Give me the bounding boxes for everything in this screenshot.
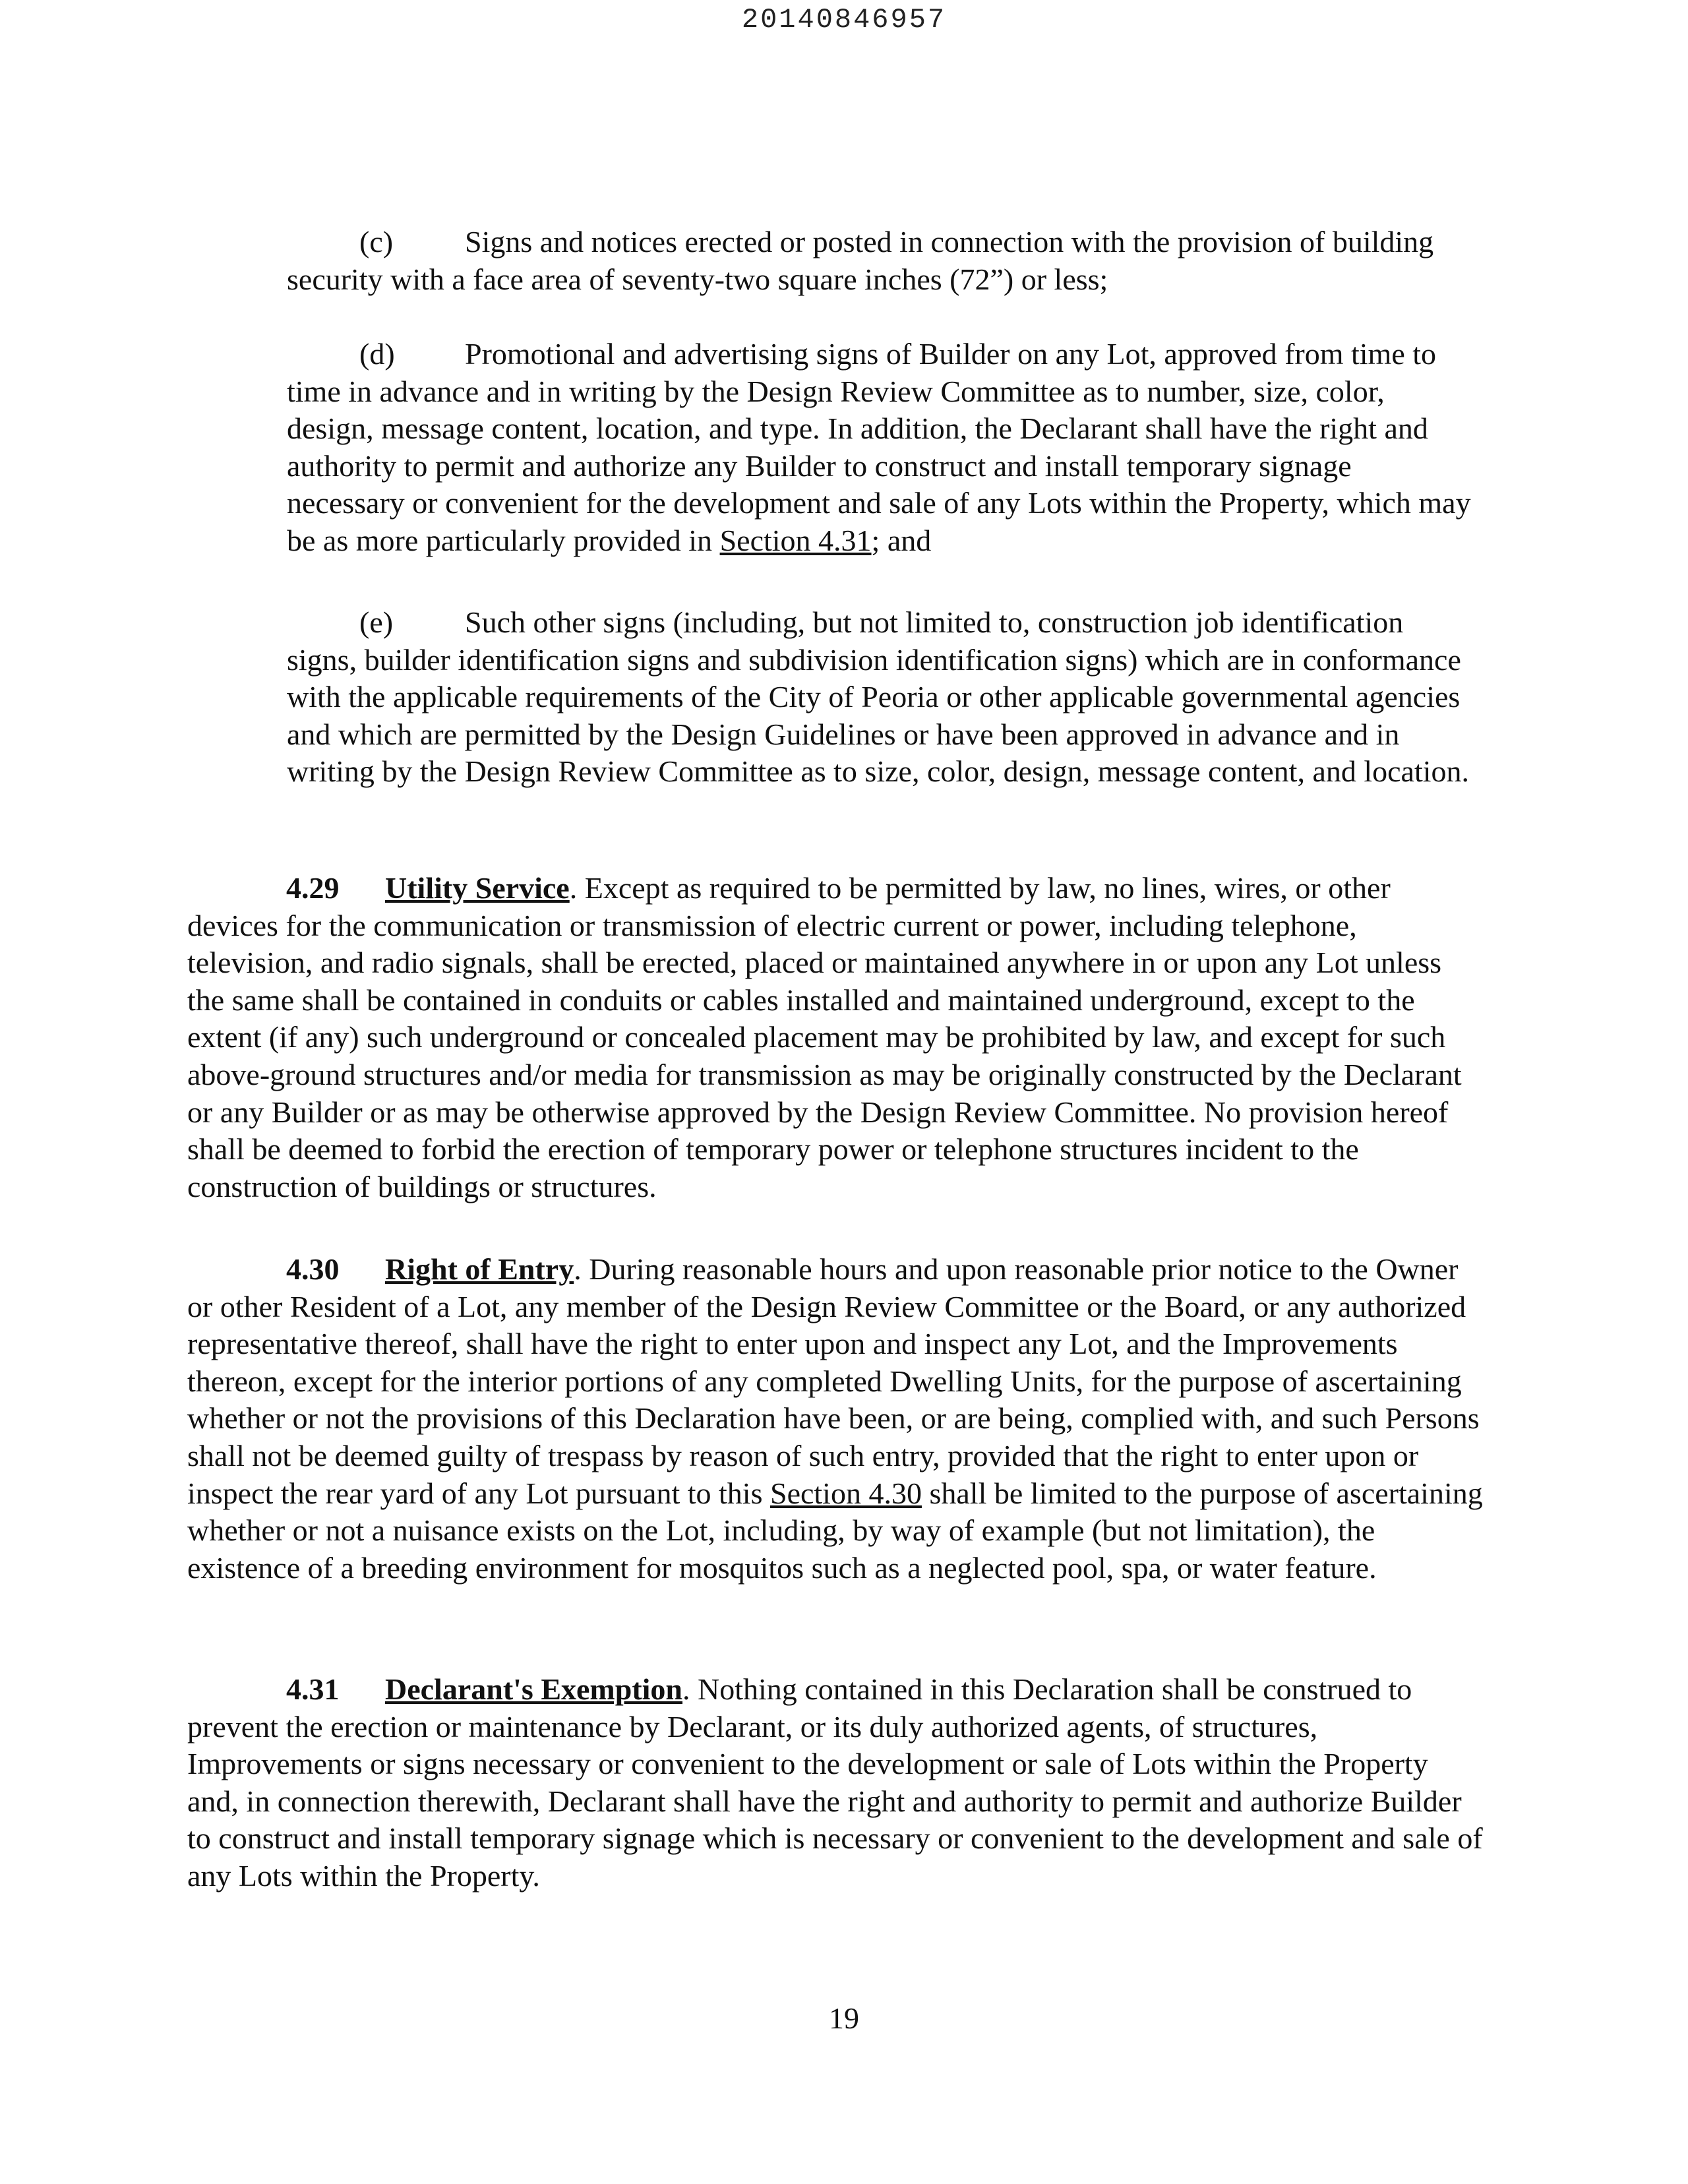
section-4-31-title-punct: . [682, 1672, 690, 1706]
section-4-30-number: 4.30 [286, 1252, 340, 1286]
subsection-c-text: Signs and notices erected or posted in connection with the provision of building security with a face area of seventy-two square inches (72”) or less; [287, 225, 1434, 296]
subsection-c-label: (c) [359, 225, 394, 258]
subsection-e-label: (e) [359, 605, 394, 639]
section-4-29-title-punct: . [569, 871, 578, 905]
section-4-30-title-punct: . [574, 1252, 582, 1286]
subsection-e-text: Such other signs (including, but not limited to, construction job identification signs, builder identification signs and subdivision identification signs) which are in conformance with the applicable requirements of the City of Peoria or other applicable governmental agencies and which are permitted by the Design Guidelines or have been approved in advance and in writing by the Design Review Committee as to size, color, design, message content, and location. [287, 605, 1470, 789]
document-id: 20140846957 [741, 4, 947, 36]
section-4-30-reference: Section 4.30 [769, 1476, 922, 1510]
subsection-d-text-end: ; and [871, 523, 932, 557]
section-4-30-text-end: shall be limited to the purpose of ascertaining whether or not a nuisance exists on the Lot, including, by way of example (but not limitation), the existence of a breeding environment for mosquitos such as a neglected pool, spa, or water feature. [187, 1476, 1483, 1585]
subsection-d-label: (d) [359, 337, 395, 371]
section-4-31-text: Nothing contained in this Declaration shall be construed to prevent the erection or maintenance by Declarant, or its duly authorized agents, of structures, Improvements or signs necessary or convenient to the development or sale of Lots within the Property and, in connection therewith, Declarant shall have the right and authority to permit and authorize Builder to construct and install temporary signage which is necessary or convenient to the development and sale of any Lots within the Property. [187, 1672, 1483, 1893]
section-4-29-number: 4.29 [286, 871, 340, 905]
section-4-31 [187, 1671, 1483, 1895]
section-4-29-title: Utility Service [385, 871, 570, 905]
subsection-e [287, 604, 1474, 791]
subsection-c [287, 224, 1474, 298]
subsection-d-text: Promotional and advertising signs of Builder on any Lot, approved from time to time in advance and in writing by the Design Review Committee as to number, size, color, design, message content, location, and type. In addition, the Declarant shall have the right and authority to permit and authorize any Builder to construct and install temporary signage necessary or convenient for the development and sale of any Lots within the Property, which may be as more particularly provided in [287, 337, 1471, 557]
section-4-31-number: 4.31 [286, 1672, 340, 1706]
section-4-31-reference: Section 4.31 [719, 523, 872, 557]
section-4-31-title: Declarant's Exemption [385, 1672, 683, 1706]
section-4-30 [187, 1251, 1483, 1587]
subsection-d [287, 336, 1474, 560]
section-4-30-title: Right of Entry [385, 1252, 574, 1286]
section-4-29-text: Except as required to be permitted by law, no lines, wires, or other devices for the communication or transmission of electric current or power, including telephone, television, and radio signals, shall be erected, placed or maintained anywhere in or upon any Lot unless the same shall be contained in conduits or cables installed and maintained underground, except to the extent (if any) such underground or concealed placement may be prohibited by law, and except for such above-ground structures and/or media for transmission as may be originally constructed by the Declarant or any Builder or as may be otherwise approved by the Design Review Committee. No provision hereof shall be deemed to forbid the erection of temporary power or telephone structures incident to the construction of buildings or structures. [187, 871, 1462, 1203]
section-4-29 [187, 870, 1483, 1205]
page-number: 19 [829, 2001, 859, 2035]
section-4-30-text: During reasonable hours and upon reasonable prior notice to the Owner or other Resident of a Lot, any member of the Design Review Committee or the Board, or any authorized representative thereof, shall have the right to enter upon and inspect any Lot, and the Improvements thereon, except for the interior portions of any completed Dwelling Units, for the purpose of ascertaining whether or not the provisions of this Declaration have been, or are being, complied with, and such Persons shall not be deemed guilty of trespass by reason of such entry, provided that the right to enter upon or inspect the rear yard of any Lot pursuant to this [187, 1252, 1480, 1510]
